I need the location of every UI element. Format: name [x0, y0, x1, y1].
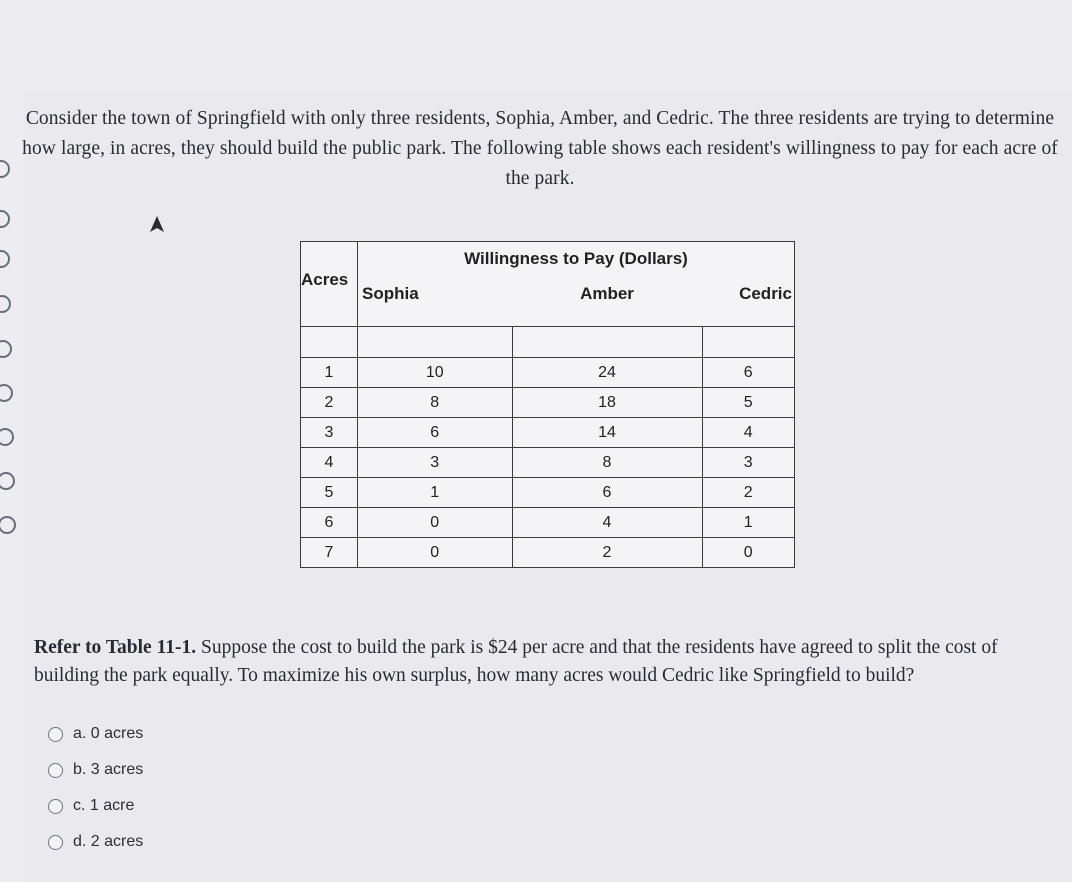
- acres-cell: 4: [301, 448, 358, 478]
- sophia-cell: 8: [358, 388, 513, 418]
- column-header-amber: Amber: [512, 276, 702, 327]
- choice-a[interactable]: [48, 716, 143, 752]
- amber-cell: 6: [512, 478, 702, 508]
- choice-label[interactable]: b. 3 acres: [73, 761, 144, 778]
- table-row: [301, 388, 795, 418]
- table-row: [301, 448, 795, 478]
- rail-radio-icon[interactable]: [0, 472, 15, 490]
- willingness-to-pay-table: [300, 241, 795, 568]
- amber-cell: 14: [512, 418, 702, 448]
- amber-cell: 24: [512, 358, 702, 388]
- table-row: [301, 538, 795, 568]
- acres-header: Acres: [301, 242, 358, 327]
- radio-unchecked-icon[interactable]: [48, 799, 63, 814]
- amber-cell: 18: [512, 388, 702, 418]
- column-header-cedric: Cedric: [702, 276, 795, 327]
- sophia-cell: 0: [358, 508, 513, 538]
- amber-cell: 4: [512, 508, 702, 538]
- acres-cell: 5: [301, 478, 358, 508]
- choice-c[interactable]: [48, 788, 143, 824]
- question-body: Suppose the cost to build the park is $24 per acre and that the residents have agreed to split the cost of building the park equally. To maximize his own surplus, how many acres would Cedric like Springfield to build?: [34, 637, 998, 686]
- amber-cell: 2: [512, 538, 702, 568]
- rail-radio-icon[interactable]: [0, 384, 13, 402]
- table-row: [301, 418, 795, 448]
- question-text: [34, 634, 1044, 690]
- cedric-cell: 3: [702, 448, 795, 478]
- rail-radio-icon[interactable]: [0, 210, 10, 228]
- acres-cell: 1: [301, 358, 358, 388]
- radio-unchecked-icon[interactable]: [48, 835, 63, 850]
- sophia-cell: 10: [358, 358, 513, 388]
- choice-d[interactable]: [48, 824, 143, 860]
- choice-label[interactable]: a. 0 acres: [73, 725, 144, 742]
- rail-radio-icon[interactable]: [0, 428, 14, 446]
- sophia-cell: 1: [358, 478, 513, 508]
- radio-unchecked-icon[interactable]: [48, 727, 63, 742]
- cedric-cell: 1: [702, 508, 795, 538]
- rail-radio-icon[interactable]: [0, 340, 12, 358]
- acres-cell: 6: [301, 508, 358, 538]
- table-row: [301, 508, 795, 538]
- sophia-cell: 6: [358, 418, 513, 448]
- table-row: [301, 358, 795, 388]
- column-header-sophia: Sophia: [358, 276, 513, 327]
- table-row: [301, 478, 795, 508]
- rail-radio-icon[interactable]: [0, 516, 16, 534]
- cedric-cell: 6: [702, 358, 795, 388]
- cedric-cell: 5: [702, 388, 795, 418]
- intro-paragraph: Consider the town of Springfield with only three residents, Sophia, Amber, and Cedric. The three residents are trying to determine how large, in acres, they should build the public park. The following table shows each resident's willingness to pay for each acre of the park.: [22, 108, 1058, 189]
- cedric-cell: 4: [702, 418, 795, 448]
- rail-radio-icon[interactable]: [0, 160, 10, 178]
- cedric-cell: 0: [702, 538, 795, 568]
- group-header: Willingness to Pay (Dollars): [358, 242, 795, 277]
- table-reference: Refer to Table 11-1.: [34, 637, 197, 658]
- header-area: [24, 0, 1072, 90]
- rail-radio-icon[interactable]: [0, 295, 11, 313]
- cedric-cell: 2: [702, 478, 795, 508]
- sophia-cell: 3: [358, 448, 513, 478]
- amber-cell: 8: [512, 448, 702, 478]
- acres-cell: 3: [301, 418, 358, 448]
- acres-cell: 2: [301, 388, 358, 418]
- radio-unchecked-icon[interactable]: [48, 763, 63, 778]
- choice-b[interactable]: [48, 752, 143, 788]
- rail-radio-icon[interactable]: [0, 250, 10, 268]
- choice-label[interactable]: d. 2 acres: [73, 833, 144, 850]
- acres-cell: 7: [301, 538, 358, 568]
- choice-label[interactable]: c. 1 acre: [73, 797, 135, 814]
- answer-choices: [48, 716, 143, 860]
- mouse-pointer-icon: [148, 215, 166, 237]
- sophia-cell: 0: [358, 538, 513, 568]
